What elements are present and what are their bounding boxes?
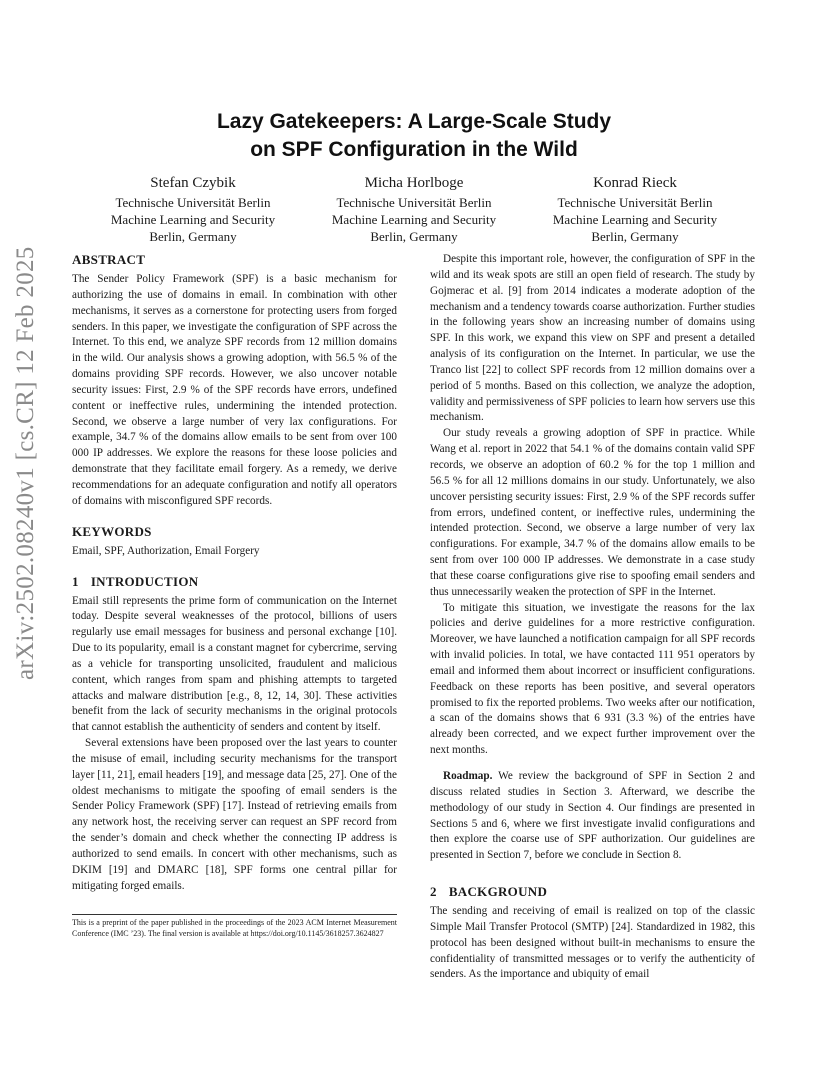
author-group: Machine Learning and Security <box>552 212 718 227</box>
footnote-text: This is a preprint of the paper published in the proceedings of the 2023 ACM Internet Measurement Conference (IMC ’23). The final version is available at <box>72 918 397 938</box>
arxiv-identifier: arXiv:2502.08240v1 [cs.CR] 12 Feb 2025 <box>12 246 39 680</box>
footnote <box>72 914 397 939</box>
author-location: Berlin, Germany <box>591 229 679 244</box>
roadmap-paragraph <box>430 769 755 864</box>
author-affiliation: Technische Universität Berlin <box>115 195 271 210</box>
title-line-2: on SPF Configuration in the Wild <box>250 138 578 161</box>
intro-paragraph-2: Several extensions have been proposed over the last years to counter the misuse of email, including security mechanisms for the transport layer [11, 21], email headers [19], and message data [25, 27]. One of the oldest mechanisms to mitigate the spoofing of email senders is the Sender Policy Framework (SPF) [17]. Instead of retrieving emails from any network host, the receiving server can request an SPF record from the sender’s domain and check whether the connecting IP address is authorized to send emails. In concert with other mechanisms, such as DKIM [19] and DMARC [18], SPF forms one central pillar for mitigating forged emails. <box>72 737 397 892</box>
right-column <box>430 252 755 983</box>
doi-link[interactable]: https://doi.org/10.1145/3618257.3624827 <box>250 928 384 938</box>
left-column <box>72 252 397 895</box>
intro-paragraph-3: Despite this important role, however, the configuration of SPF in the wild and its weak spots are still an open field of research. The study by Gojmerac et al. [9] from 2014 indicates a moderate adoption of the mechanism and a tendency towards coarse authorization. Further studies in the following years show an increasing number of domains using SPF. In this work, we expand this view on SPF and present a detailed analysis of its configuration on the Internet. In particular, we use the Tranco list [22] to collect SPF records from 12 million domains over a period of 5 months. Based on this collection, we analyze the adoption, validity and permissiveness of SPF policies to learn how servers use this mechanism. <box>430 253 755 424</box>
author-1 <box>73 172 313 245</box>
keywords-text: Email, SPF, Authorization, Email Forgery <box>72 544 260 557</box>
author-location: Berlin, Germany <box>149 229 237 244</box>
author-affiliation: Technische Universität Berlin <box>336 195 492 210</box>
section-number: 1 <box>72 573 79 589</box>
intro-paragraph-1: Email still represents the prime form of communication on the Internet today. Despite several weaknesses of the protocol, billions of users regularly use email messages for business and personal exchange [10]. Due to its popularity, email is a constant magnet for cybercrime, serving as a vehicle for transporting unsolicited, fraudulent and malicious content, which ranges from spam and phishing attempts to targeted attacks and malware distribution [e.g., 8, 12, 14, 30]. These activities benefit from the lack of security mechanisms in the original protocols that cannot establish the authenticity of senders and content by itself. <box>72 594 397 734</box>
section-title: BACKGROUND <box>448 884 548 900</box>
author-name: Stefan Czybik <box>150 175 236 191</box>
author-name: Konrad Rieck <box>593 175 677 191</box>
background-paragraph-1: The sending and receiving of email is realized on top of the classic Simple Mail Transfer Protocol (SMTP) [24]. Standardized in 1982, this protocol has been designed without built-in mechanisms to ensure the confidentiality of transmitted messages or to verify the authenticity of senders. As the importance and ubiquity of email <box>430 905 755 981</box>
background-heading <box>430 884 755 900</box>
author-group: Machine Learning and Security <box>110 212 276 227</box>
author-group: Machine Learning and Security <box>331 212 497 227</box>
introduction-heading <box>72 574 397 590</box>
abstract-text: The Sender Policy Framework (SPF) is a basic mechanism for authorizing the use of domains in email. In combination with other mechanisms, it serves as a cornerstone for protecting users from forged senders. In this paper, we investigate the configuration of SPF across the Internet. To this end, we analyze SPF records from 12 million domains in the wild. Our analysis shows a growing adoption, with 56.5 % of the domains providing SPF records. However, we also uncover notable security issues: First, 2.9 % of the SPF records have errors, undefined content or ineffective rules, undermining the intended protection. Second, we observe a large number of very lax configurations. For example, 34.7 % of the domains allow emails to be sent from over 100 000 IP addresses. We explore the reasons for these loose policies and demonstrate that they facilitate email forgery. As a remedy, we derive recommendations for an adequate configuration and notify all operators of domains with misconfigured SPF records. <box>72 273 397 507</box>
author-2 <box>294 172 534 245</box>
paper-title <box>0 108 828 164</box>
author-name: Micha Horlboge <box>364 175 464 191</box>
keywords-heading: KEYWORDS <box>72 523 152 539</box>
roadmap-label: Roadmap. <box>443 770 493 782</box>
author-location: Berlin, Germany <box>370 229 458 244</box>
intro-paragraph-5: To mitigate this situation, we investigate the reasons for the lax policies and derive guidelines for a more restrictive configuration. Moreover, we have launched a notification campaign for all SPF records with invalid policies. In total, we have contacted 111 951 operators by email and informed them about incorrect or insufficient configurations. Feedback on these reports has been positive, and several operators promised to fix the reported problems. Two weeks after our notification, a scan of the domains shows that 6 931 (3.3 %) of the entries have already been corrected, and we expect further improvement over the next months. <box>430 601 755 757</box>
intro-paragraph-4: Our study reveals a growing adoption of SPF in practice. While Wang et al. report in 2022 that 54.1 % of the domains contain valid SPF records, we observe an adoption of 60.2 % for the top 1 million and 56.5 % for all 12 millions domains in our study. Unfortunately, we also uncover persisting security issues: First, 2.9 % of the SPF records suffer from errors, undefined content, or ineffective rules, undermining the intended protection. Second, we observe a large number of very lax configurations. For example, 34.7 % of the domains allow emails to be sent from over 100 000 IP addresses. We demonstrate in a case study that these coarse configurations give rise to spoofing email senders and thus unnecessarily weaken the protection of SPF in the Internet. <box>430 427 755 598</box>
title-line-1: Lazy Gatekeepers: A Large-Scale Study <box>216 110 612 133</box>
roadmap-text: We review the background of SPF in Section 2 and discuss related studies in Section 3. Afterward, we describe the methodology of our study in Section 4. Our findings are presented in Sections 5 and 6, where we first investigate invalid configurations and then explore the coarse use of SPF authorization. Our guidelines are presented in Section 7, before we conclude in Section 8. <box>430 770 755 862</box>
author-affiliation: Technische Universität Berlin <box>557 195 713 210</box>
section-number: 2 <box>430 884 437 900</box>
author-3 <box>515 172 755 245</box>
section-title: INTRODUCTION <box>90 573 199 589</box>
abstract-heading: ABSTRACT <box>72 252 146 267</box>
